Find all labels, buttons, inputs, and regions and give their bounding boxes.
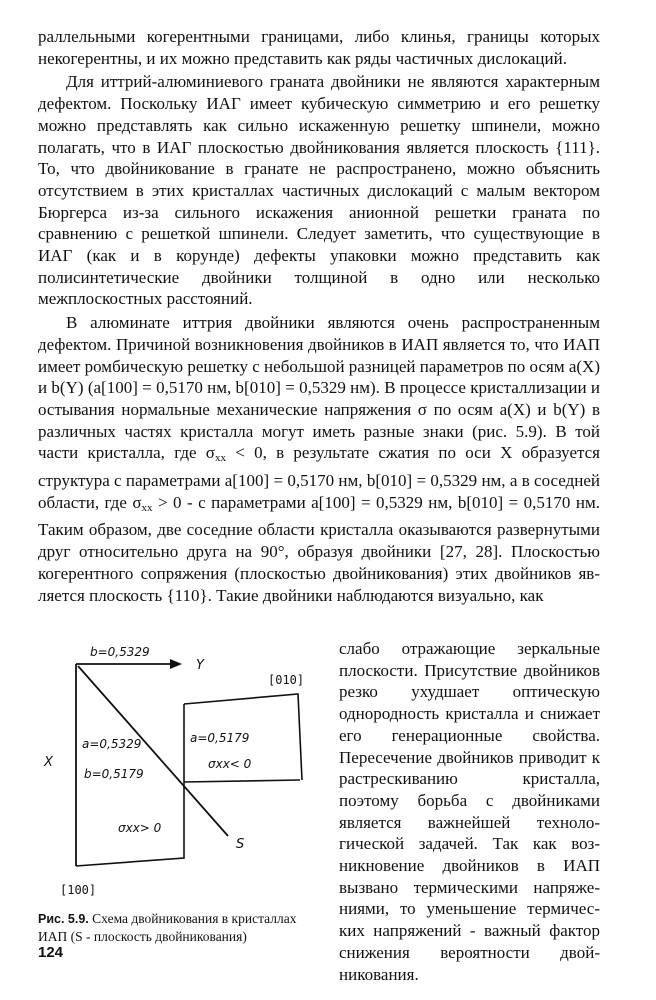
figure-caption xyxy=(38,910,313,945)
region-boundary-outline xyxy=(76,780,300,866)
paragraph-1: раллельными когерентными границами, либо клинья, границы которых некогерентны, и их можно представить как ряды частичных дислокаций. xyxy=(38,27,600,68)
twinning-plane-label: S xyxy=(236,837,245,852)
caption-text: Схема двойникования в кристаллах ИАП (S - плоскость двойникования) xyxy=(38,911,297,944)
y-axis-label: Y xyxy=(196,658,204,673)
page-number: 124 xyxy=(38,944,64,961)
x-axis-label: X xyxy=(44,755,53,770)
right-column-text: слабо отражающие зеркальные плоскости. Присутствие двойников резко ухудшает оптическую однородность кристалла и снижает его генерационные свойства. Пересечение двойников приводит к растрескиванию кристалла, поэтому борьба с двойниками является важнейшей технологической задачей. Так как возникновение двойников в ИАП вызвано термическими напряжениями, то уменьшение термических напряжений - важный фактор снижения вероятности двойникования. xyxy=(339,639,600,984)
label-a-right: a=0,5179 xyxy=(190,731,250,745)
twinning-diagram xyxy=(40,644,316,906)
sigma-subscript-2: xx xyxy=(141,501,153,514)
sigma-subscript-1: xx xyxy=(214,452,226,465)
twinning-plane-line xyxy=(78,666,228,836)
paragraph-3-part-1: В алюминате иттрия двойники являются очень распространенным дефектом. Причиной возникновения двойников в ИАП является то, что ИАП имеет ромбическую решетку с небольшой разницей параметров по осям a(X) и b(Y) (a[100] = 0,5170 нм, b[010] = 0,5329 нм). В процессе кристаллизации и остывания нормальные механические напряжения σ по осям a(X) и b(Y) в различных частях кристалла могут иметь разные знаки (рис. 5.9). В той части кристалла, где σ xyxy=(38,313,600,463)
caption-label: Рис. 5.9. xyxy=(38,912,89,926)
paragraph-3-part-3: > 0 - с параметрами a[100] = 0,5329 нм, b[010] = 0,5170 нм. Таким образом, две соседние области кристалла оказываются развернутыми друг относительно друга на 90°, образуя двойники [27, 28]. Плоскостью когерентного сопряжения (плоскостью двойникования) этих двойников является плоскость {110}. Такие двойники наблюдаются визуально, как xyxy=(38,492,600,605)
paragraph-3 xyxy=(38,312,600,606)
label-a-left: a=0,5329 xyxy=(82,737,142,751)
label-b-top: b=0,5329 xyxy=(90,645,150,659)
figure-section xyxy=(38,638,600,984)
direction-010-label: [010] xyxy=(268,673,305,687)
sigma-positive-label: σxx> 0 xyxy=(118,821,162,835)
y-axis-arrowhead xyxy=(170,659,182,669)
paragraph-3-part-2: < 0, в результате сжатия по оси X образуется структура с параметрами a[100] = 0,5170 нм, b[010] = 0,5329 нм, а в соседней области, где σ xyxy=(38,443,600,512)
label-b-left: b=0,5179 xyxy=(84,767,144,781)
paragraph-2: Для иттрий-алюминиевого граната двойники не являются характерным дефектом. Поскольку ИАГ имеет кубическую симметрию и его решетку можно представлять как сильно искаженную решетку шпинели, можно полагать, что в ИАГ плоскостью двойникования является плоскость {111}. То, что двойникование в гранате не распространено, можно объяснить отсутствием в этих кристаллах частичных дислокаций с малым вектором Бюргерса из-за сильного искажения анионной решетки граната по сравнению с решеткой шпинели. Следует заметить, что существующие в ИАГ (как и в корунде) дефекты упаковки можно представить как полисинтетические двойники толщиной в одно или несколько межплоскостных расстояний. xyxy=(38,72,600,309)
sigma-negative-label: σxx< 0 xyxy=(208,757,252,771)
direction-100-label: [100] xyxy=(60,883,97,897)
